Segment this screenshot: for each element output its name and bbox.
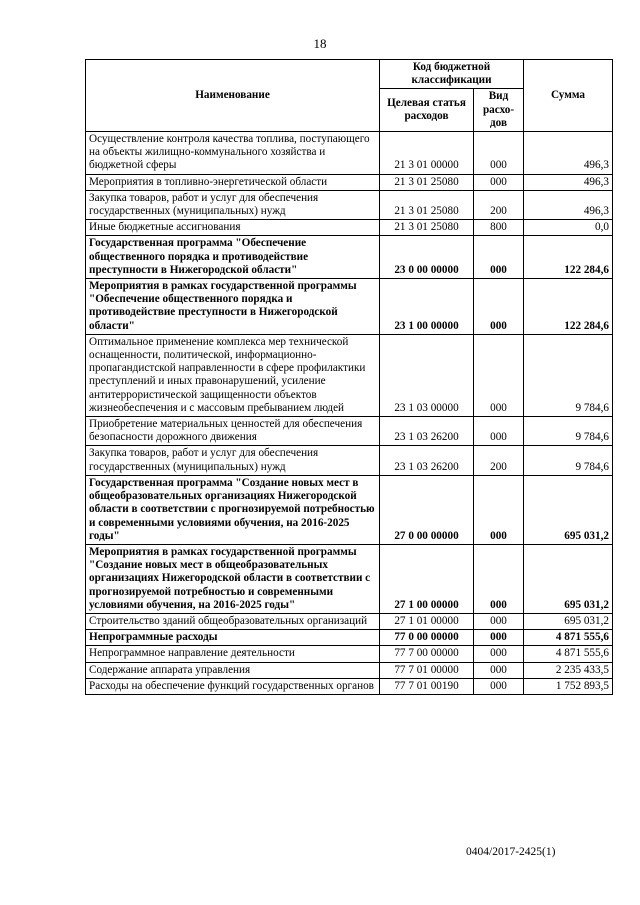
cell-sum: 496,3 [524, 190, 613, 219]
cell-code: 77 7 01 00000 [380, 662, 474, 678]
cell-code: 77 0 00 00000 [380, 630, 474, 646]
cell-code: 27 1 00 00000 [380, 544, 474, 613]
cell-name: Содержание аппарата управления [86, 662, 380, 678]
cell-code: 23 0 00 00000 [380, 236, 474, 279]
header-code-group: Код бюджетной классификации [380, 60, 524, 89]
cell-code: 27 1 01 00000 [380, 613, 474, 629]
cell-name: Закупка товаров, работ и услуг для обеспечения государственных (муниципальных) нужд [86, 446, 380, 475]
cell-code: 77 7 01 00190 [380, 678, 474, 694]
cell-kind: 000 [474, 417, 524, 446]
table-row [86, 446, 613, 475]
cell-name: Осуществление контроля качества топлива, поступающего на объекты жилищно-коммунального хозяйства и бюджетной сферы [86, 132, 380, 175]
table-row [86, 174, 613, 190]
table-row [86, 613, 613, 629]
cell-kind: 000 [474, 174, 524, 190]
cell-name: Мероприятия в рамках государственной программы "Обеспечение общественного порядка и противодействие преступности в Нижегородской области" [86, 279, 380, 335]
cell-name: Государственная программа "Создание новых мест в общеобразовательных организациях Нижегородской области в соответствии с прогнозируемой потребностью и современными условиями обучения, на 2016-2025 годы" [86, 475, 380, 544]
cell-name: Мероприятия в топливно-энергетической области [86, 174, 380, 190]
table-row [86, 190, 613, 219]
table-row [86, 646, 613, 662]
cell-name: Мероприятия в рамках государственной программы "Создание новых мест в общеобразовательных организациях Нижегородской области в соответствии с прогнозируемой потребностью и современными условиями обучения, на 2016-2025 годы" [86, 544, 380, 613]
cell-kind: 000 [474, 132, 524, 175]
cell-sum: 122 284,6 [524, 279, 613, 335]
table-row [86, 475, 613, 544]
cell-code: 27 0 00 00000 [380, 475, 474, 544]
cell-code: 77 7 00 00000 [380, 646, 474, 662]
cell-name: Расходы на обеспечение функций государственных органов [86, 678, 380, 694]
table-row [86, 220, 613, 236]
cell-kind: 000 [474, 236, 524, 279]
cell-kind: 000 [474, 544, 524, 613]
cell-name: Государственная программа "Обеспечение общественного порядка и противодействие преступности в Нижегородской области" [86, 236, 380, 279]
cell-sum: 4 871 555,6 [524, 646, 613, 662]
cell-sum: 496,3 [524, 174, 613, 190]
header-sum: Сумма [524, 60, 613, 132]
cell-name: Оптимальное применение комплекса мер технической оснащенности, политической, информационно-пропагандистской направленности в сфере профилактики преступлений и иных правонарушений, усиление антитеррористической защищенности объектов жизнеобеспечения и с массовым пребыванием людей [86, 334, 380, 416]
header-kind: Вид расхо-дов [474, 89, 524, 132]
header-target: Целевая статья расходов [380, 89, 474, 132]
cell-sum: 9 784,6 [524, 446, 613, 475]
cell-kind: 000 [474, 334, 524, 416]
cell-sum: 496,3 [524, 132, 613, 175]
table-row [86, 132, 613, 175]
table-row [86, 334, 613, 416]
cell-code: 21 3 01 25080 [380, 174, 474, 190]
cell-code: 23 1 03 26200 [380, 446, 474, 475]
cell-code: 23 1 00 00000 [380, 279, 474, 335]
cell-name: Строительство зданий общеобразовательных организаций [86, 613, 380, 629]
table-row [86, 662, 613, 678]
cell-sum: 695 031,2 [524, 544, 613, 613]
cell-code: 21 3 01 25080 [380, 190, 474, 219]
cell-code: 23 1 03 26200 [380, 417, 474, 446]
cell-sum: 695 031,2 [524, 475, 613, 544]
cell-sum: 9 784,6 [524, 417, 613, 446]
cell-kind: 000 [474, 613, 524, 629]
table-row [86, 678, 613, 694]
budget-table [85, 59, 613, 695]
cell-name: Закупка товаров, работ и услуг для обеспечения государственных (муниципальных) нужд [86, 190, 380, 219]
header-name: Наименование [86, 60, 380, 132]
cell-sum: 0,0 [524, 220, 613, 236]
cell-kind: 000 [474, 662, 524, 678]
page-number: 18 [313, 36, 327, 51]
cell-code: 21 3 01 00000 [380, 132, 474, 175]
cell-kind: 200 [474, 190, 524, 219]
document-code: 0404/2017-2425(1) [466, 846, 556, 858]
table-row [86, 236, 613, 279]
cell-sum: 4 871 555,6 [524, 630, 613, 646]
cell-sum: 1 752 893,5 [524, 678, 613, 694]
cell-kind: 000 [474, 475, 524, 544]
cell-kind: 000 [474, 678, 524, 694]
table-row [86, 630, 613, 646]
table-row [86, 417, 613, 446]
cell-kind: 000 [474, 630, 524, 646]
cell-code: 23 1 03 00000 [380, 334, 474, 416]
cell-sum: 2 235 433,5 [524, 662, 613, 678]
cell-sum: 695 031,2 [524, 613, 613, 629]
cell-kind: 000 [474, 646, 524, 662]
table-row [86, 544, 613, 613]
cell-kind: 200 [474, 446, 524, 475]
cell-sum: 9 784,6 [524, 334, 613, 416]
cell-name: Приобретение материальных ценностей для обеспечения безопасности дорожного движения [86, 417, 380, 446]
cell-name: Иные бюджетные ассигнования [86, 220, 380, 236]
table-row [86, 279, 613, 335]
cell-name: Непрограммное направление деятельности [86, 646, 380, 662]
cell-kind: 800 [474, 220, 524, 236]
cell-kind: 000 [474, 279, 524, 335]
cell-name: Непрограммные расходы [86, 630, 380, 646]
cell-code: 21 3 01 25080 [380, 220, 474, 236]
cell-sum: 122 284,6 [524, 236, 613, 279]
